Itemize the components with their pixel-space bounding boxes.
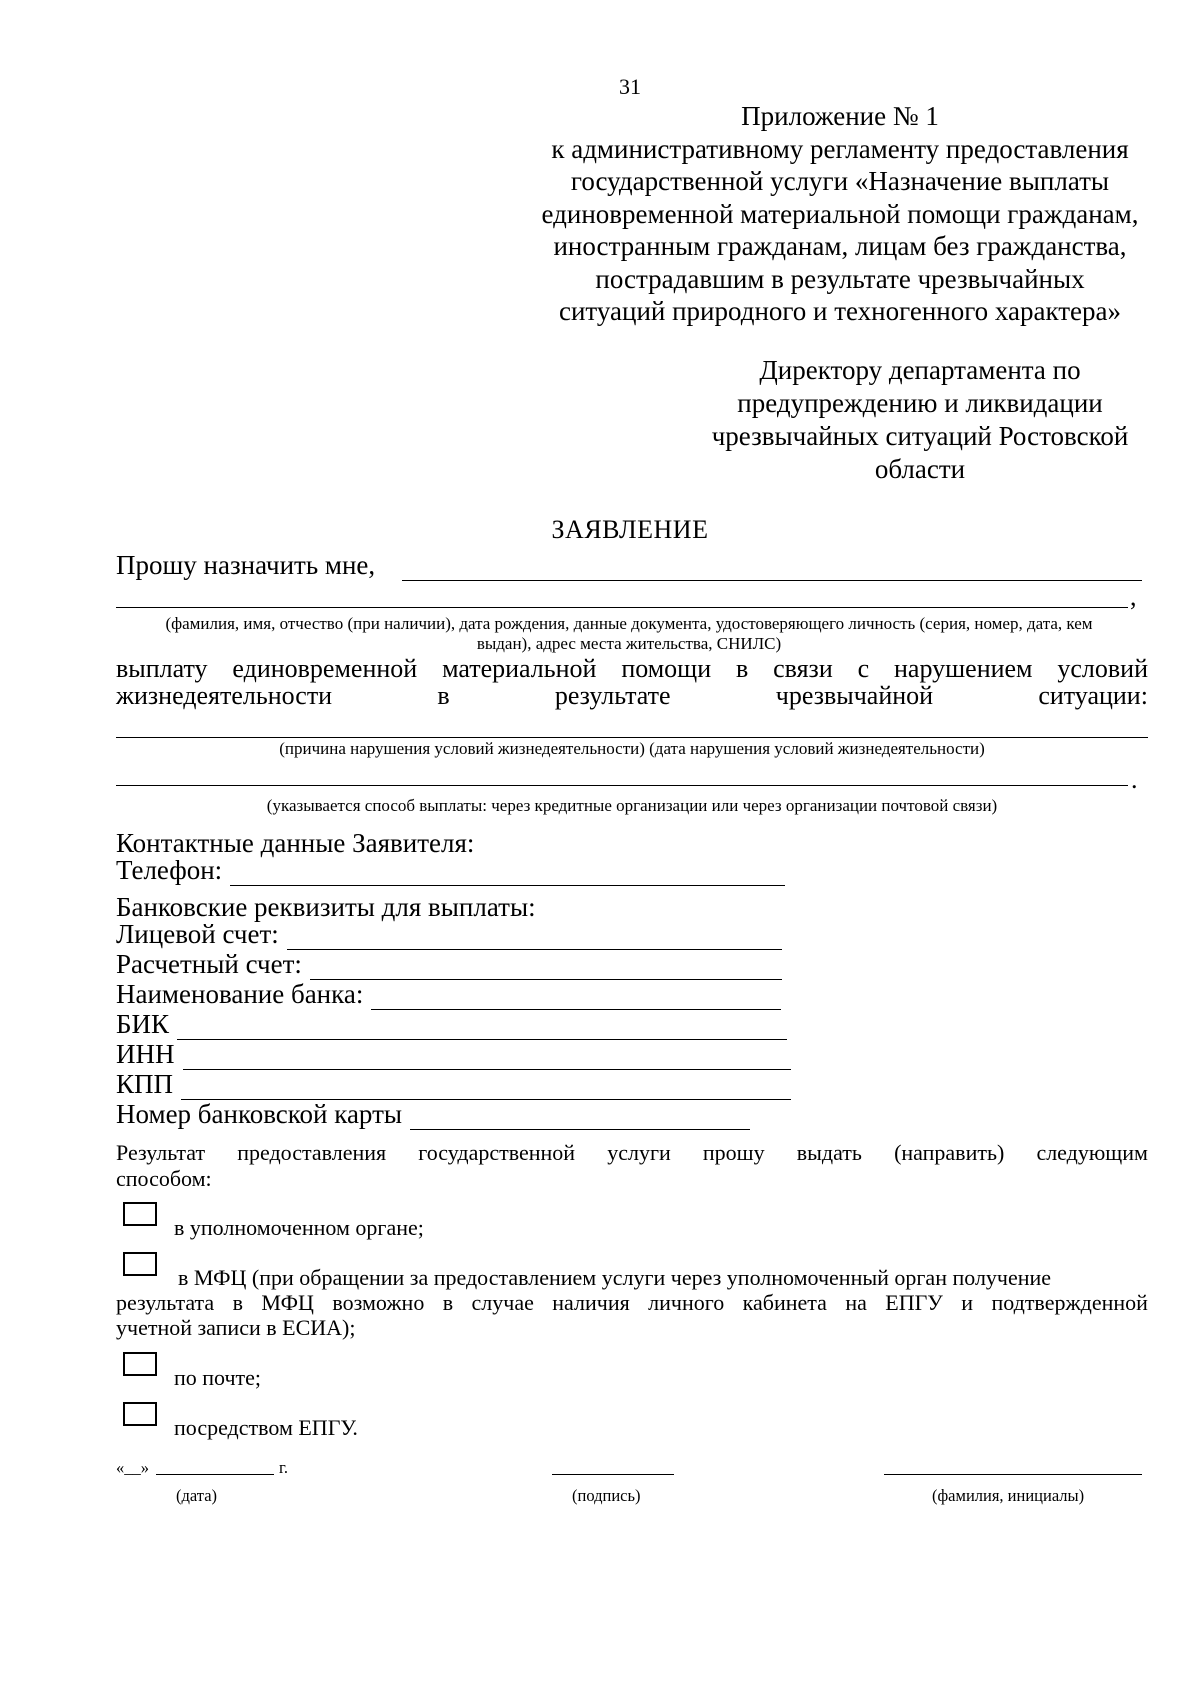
kpp-field[interactable] [181, 1075, 791, 1100]
phone-row [116, 856, 785, 886]
contacts-heading: Контактные данные Заявителя: [116, 828, 475, 858]
word: выплату [116, 654, 208, 683]
word: Результат [116, 1140, 206, 1165]
word: на [845, 1290, 867, 1315]
word: (направить) [894, 1140, 1005, 1165]
word: результата [116, 1290, 215, 1315]
inn-label: ИНН [116, 1039, 175, 1069]
word: единовременной [232, 654, 418, 683]
word: случае [471, 1290, 534, 1315]
date-caption: (дата) [176, 1486, 218, 1505]
word: услуги [607, 1140, 671, 1165]
signature-field[interactable] [552, 1474, 674, 1475]
word: жизнедеятельности [116, 681, 333, 710]
mfc-option-line-3: учетной записи в ЕСИА); [116, 1315, 356, 1340]
bik-label: БИК [116, 1009, 170, 1039]
word: и [961, 1290, 974, 1315]
full-name-field[interactable] [884, 1474, 1142, 1475]
applicant-caption-line: выдан), адрес места жительства, СНИЛС) [476, 634, 782, 653]
reason-caption: (причина нарушения условий жизнедеятельности) (дата нарушения условий жизнедеятельности) [279, 739, 985, 758]
request-comma: , [1130, 582, 1137, 611]
applicant-name-field[interactable] [402, 580, 1142, 581]
reason-field[interactable] [116, 737, 1148, 738]
annex-header [520, 100, 1160, 328]
result-line-1 [116, 1140, 1148, 1166]
post-option-label: по почте; [174, 1365, 262, 1390]
bik-field[interactable] [177, 1015, 787, 1040]
word: результате [554, 681, 671, 710]
page-number: 31 [619, 74, 641, 99]
method-caption: (указывается способ выплаты: через кредитные организации или через организации почтовой связи) [266, 796, 998, 815]
annex-line: пострадавшим в результате чрезвычайных [595, 263, 1085, 294]
payment-line-2 [116, 681, 1148, 711]
word: возможно [332, 1290, 425, 1315]
bik-row [116, 1010, 787, 1040]
year-suffix: г. [279, 1458, 289, 1477]
word: выдать [796, 1140, 862, 1165]
word: прошу [702, 1140, 765, 1165]
word: чрезвычайной [775, 681, 934, 710]
card-number-label: Номер банковской карты [116, 1099, 403, 1129]
annex-line: государственной услуги «Назначение выплаты [570, 166, 1110, 196]
word: ситуации: [1038, 681, 1148, 710]
annex-line: ситуаций природного и техногенного характера» [558, 296, 1122, 326]
word: МФЦ [261, 1290, 314, 1315]
inn-field[interactable] [183, 1045, 791, 1070]
date-field[interactable] [156, 1474, 274, 1475]
request-prefix: Прошу назначить мне, [116, 550, 376, 580]
kpp-row [116, 1070, 791, 1100]
payment-line-1 [116, 654, 1148, 684]
word: в [735, 654, 749, 683]
word: личного [648, 1290, 725, 1315]
mfc-option-line-1: в МФЦ (при обращении за предоставлением услуги через уполномоченный орган получение [178, 1265, 1052, 1290]
settlement-account-row [116, 950, 782, 980]
date-open: «__» [116, 1458, 149, 1477]
document-title: ЗАЯВЛЕНИЕ [551, 515, 709, 544]
word: подтвержденной [991, 1290, 1148, 1315]
payment-method-field[interactable] [116, 785, 1128, 786]
word: помощи [621, 654, 712, 683]
word: связи [773, 654, 833, 683]
annex-line: Приложение № 1 [741, 101, 939, 131]
name-caption: (фамилия, инициалы) [932, 1486, 1085, 1505]
word: условий [1057, 654, 1148, 683]
personal-account-row [116, 920, 782, 950]
bank-name-row [116, 980, 781, 1010]
mfc-checkbox[interactable] [123, 1252, 157, 1276]
epgu-option-label: посредством ЕПГУ. [174, 1415, 358, 1440]
word: нарушением [894, 654, 1033, 683]
card-number-row [116, 1100, 750, 1130]
bank-name-label: Наименование банка: [116, 979, 364, 1009]
word: ЕПГУ [885, 1290, 943, 1315]
applicant-details-field[interactable] [116, 607, 1128, 608]
annex-line: к административному регламенту предоставления [551, 133, 1129, 164]
annex-line: единовременной материальной помощи гражданам, [541, 198, 1139, 229]
word: в [232, 1290, 243, 1315]
phone-label: Телефон: [116, 855, 223, 885]
addressee-line: чрезвычайных ситуаций Ростовской [711, 421, 1129, 451]
word: в [437, 681, 450, 710]
card-number-field[interactable] [410, 1105, 750, 1130]
bank-heading: Банковские реквизиты для выплаты: [116, 892, 536, 922]
word: материальной [442, 654, 597, 683]
word: наличия [552, 1290, 630, 1315]
bank-name-field[interactable] [371, 985, 781, 1010]
settlement-account-label: Расчетный счет: [116, 949, 302, 979]
kpp-label: КПП [116, 1069, 174, 1099]
word: с [857, 654, 870, 683]
personal-account-label: Лицевой счет: [116, 919, 279, 949]
applicant-caption-line: (фамилия, имя, отчество (при наличии), дата рождения, данные документа, удостоверяющего личность (серия, номер, дата, кем [165, 614, 1093, 633]
word: предоставления [237, 1140, 387, 1165]
phone-field[interactable] [230, 861, 785, 886]
addressee-line: предупреждению и ликвидации [737, 388, 1103, 418]
word: следующим [1036, 1140, 1148, 1165]
mfc-option-line-2 [116, 1290, 1148, 1316]
signature-caption: (подпись) [572, 1486, 641, 1505]
inn-row [116, 1040, 791, 1070]
addressee-block [680, 354, 1160, 486]
applicant-caption [116, 614, 1142, 654]
authority-checkbox[interactable] [123, 1202, 157, 1226]
settlement-account-field[interactable] [310, 955, 782, 980]
post-checkbox[interactable] [123, 1352, 157, 1376]
result-line-2: способом: [116, 1166, 212, 1191]
word: кабинета [742, 1290, 827, 1315]
addressee-line: Директору департамента по [759, 355, 1081, 385]
method-period: . [1131, 765, 1138, 794]
epgu-checkbox[interactable] [123, 1402, 157, 1426]
authority-option-label: в уполномоченном органе; [174, 1215, 424, 1240]
word: государственной [418, 1140, 576, 1165]
word: в [442, 1290, 454, 1315]
personal-account-field[interactable] [287, 925, 782, 950]
annex-line: иностранным гражданам, лицам без гражданства, [553, 231, 1127, 261]
addressee-line: области [874, 454, 966, 484]
